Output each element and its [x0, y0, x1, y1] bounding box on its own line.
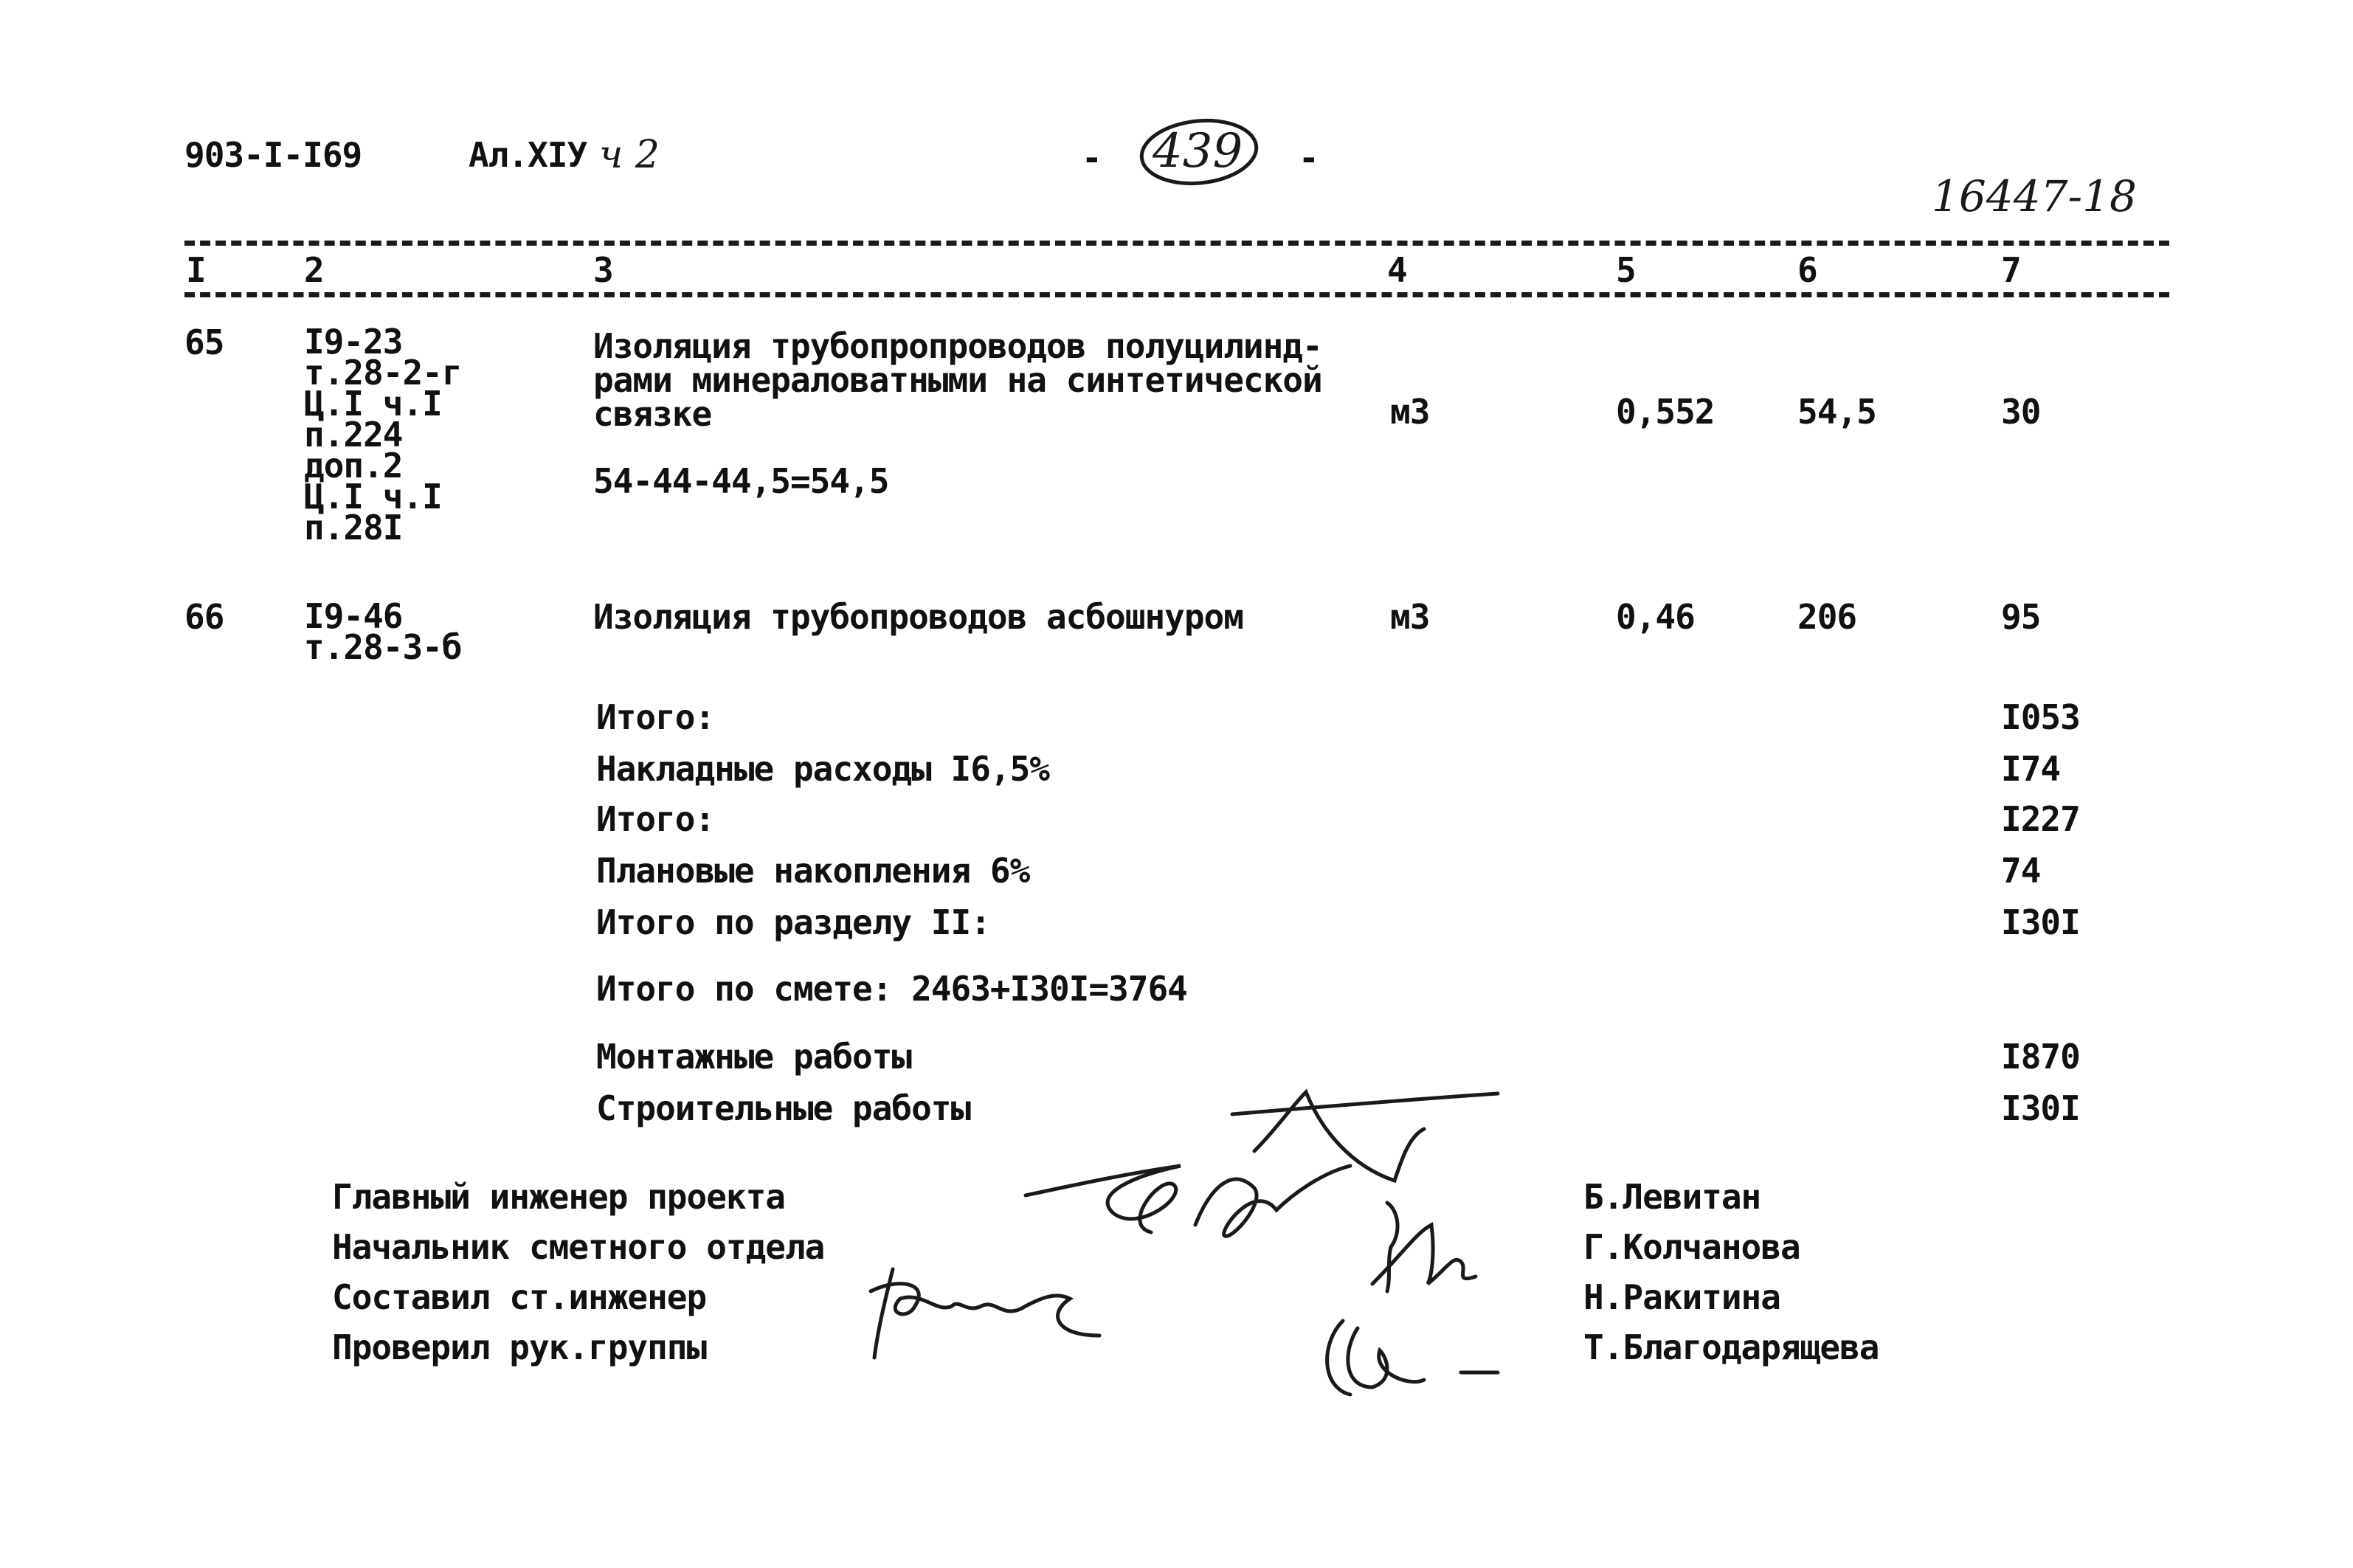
album-part-handwritten: ч 2: [599, 133, 660, 177]
column-header-2: 2: [304, 250, 324, 290]
album-number: Ал.XIУ: [469, 135, 587, 175]
estimate-total: Итого по смете: 2463+I30I=3764: [596, 969, 1187, 1009]
row-65-quantity: 0,552: [1616, 392, 1715, 432]
summary-value-overhead: I74: [2001, 749, 2061, 789]
summary-label-subtotal-2: Итого:: [596, 799, 715, 839]
row-66-price: 206: [1797, 597, 1857, 637]
table-header-top-rule: [184, 241, 2169, 246]
code-line: I9-46: [304, 596, 403, 636]
page-dash-left: -: [1082, 138, 1102, 178]
works-label-installation: Монтажные работы: [596, 1037, 912, 1077]
summary-value-planned-savings: 74: [2001, 851, 2041, 891]
column-header-6: 6: [1797, 250, 1817, 290]
table-header-bottom-rule: [184, 292, 2169, 297]
row-66-number: 66: [184, 597, 224, 637]
signatory-role-compiler: Составил ст.инженер: [332, 1277, 707, 1317]
summary-value-subtotal-2: I227: [2001, 799, 2080, 839]
summary-value-subtotal-1: I053: [2001, 697, 2080, 737]
column-header-4: 4: [1387, 250, 1407, 290]
row-66-description: Изоляция трубопроводов асбошнуром: [593, 597, 1243, 637]
row-66-total: 95: [2001, 597, 2041, 637]
signature-checker: [1313, 1299, 1520, 1409]
row-65-code: [304, 322, 462, 548]
column-header-7: 7: [2001, 250, 2021, 290]
works-value-construction: I30I: [2001, 1088, 2080, 1128]
document-number-handwritten: 16447-18: [1932, 171, 2137, 221]
summary-label-overhead: Накладные расходы I6,5%: [596, 749, 1049, 789]
code-line: п.28I: [304, 508, 403, 548]
signatory-role-checker: Проверил рук.группы: [332, 1327, 707, 1367]
row-66-code: [304, 596, 462, 667]
signatory-name-estimate-head: Г.Колчанова: [1583, 1227, 1800, 1267]
summary-value-section-total: I30I: [2001, 902, 2080, 942]
row-66-unit: м3: [1390, 597, 1430, 637]
summary-label-planned-savings: Плановые накопления 6%: [596, 851, 1030, 891]
works-value-installation: I870: [2001, 1037, 2080, 1077]
signatory-name-chief-engineer: Б.Левитан: [1583, 1177, 1761, 1217]
code-line: т.28-3-б: [304, 627, 462, 667]
description-line: Изоляция трубопропроводов полуцилинд-: [593, 326, 1322, 366]
signatory-role-chief-engineer: Главный инженер проекта: [332, 1177, 785, 1217]
document-code: 903-I-I69: [184, 135, 362, 175]
signature-compiler: [863, 1254, 1129, 1365]
column-header-1: I: [186, 250, 206, 290]
code-line: I9-23: [304, 322, 403, 362]
description-line: связке: [593, 394, 712, 434]
code-line: п.224: [304, 415, 403, 455]
works-label-construction: Строительные работы: [596, 1088, 971, 1128]
column-header-5: 5: [1616, 250, 1636, 290]
row-66-quantity: 0,46: [1616, 597, 1695, 637]
row-65-description: [593, 326, 1322, 434]
signature-estimate-head: [1358, 1181, 1505, 1306]
column-header-3: 3: [593, 250, 613, 290]
page-number: 439: [1153, 124, 1243, 179]
row-65-formula: 54-44-44,5=54,5: [593, 461, 889, 501]
summary-label-section-total: Итого по разделу II:: [596, 902, 990, 942]
signatory-name-checker: Т.Благодарящева: [1583, 1327, 1879, 1367]
code-line: Ц.I ч.I: [304, 384, 442, 424]
page-dash-right: -: [1299, 138, 1319, 178]
code-line: т.28-2-г: [304, 353, 462, 393]
code-line: Ц.I ч.I: [304, 477, 442, 517]
signatory-role-estimate-head: Начальник сметного отдела: [332, 1227, 825, 1267]
row-65-total: 30: [2001, 392, 2041, 432]
summary-label-subtotal-1: Итого:: [596, 697, 715, 737]
row-65-unit: м3: [1390, 392, 1430, 432]
row-65-number: 65: [184, 322, 224, 362]
row-65-price: 54,5: [1797, 392, 1876, 432]
signatory-name-compiler: Н.Ракитина: [1583, 1277, 1780, 1317]
description-line: рами минераловатными на синтетической: [593, 360, 1322, 400]
code-line: доп.2: [304, 446, 403, 486]
